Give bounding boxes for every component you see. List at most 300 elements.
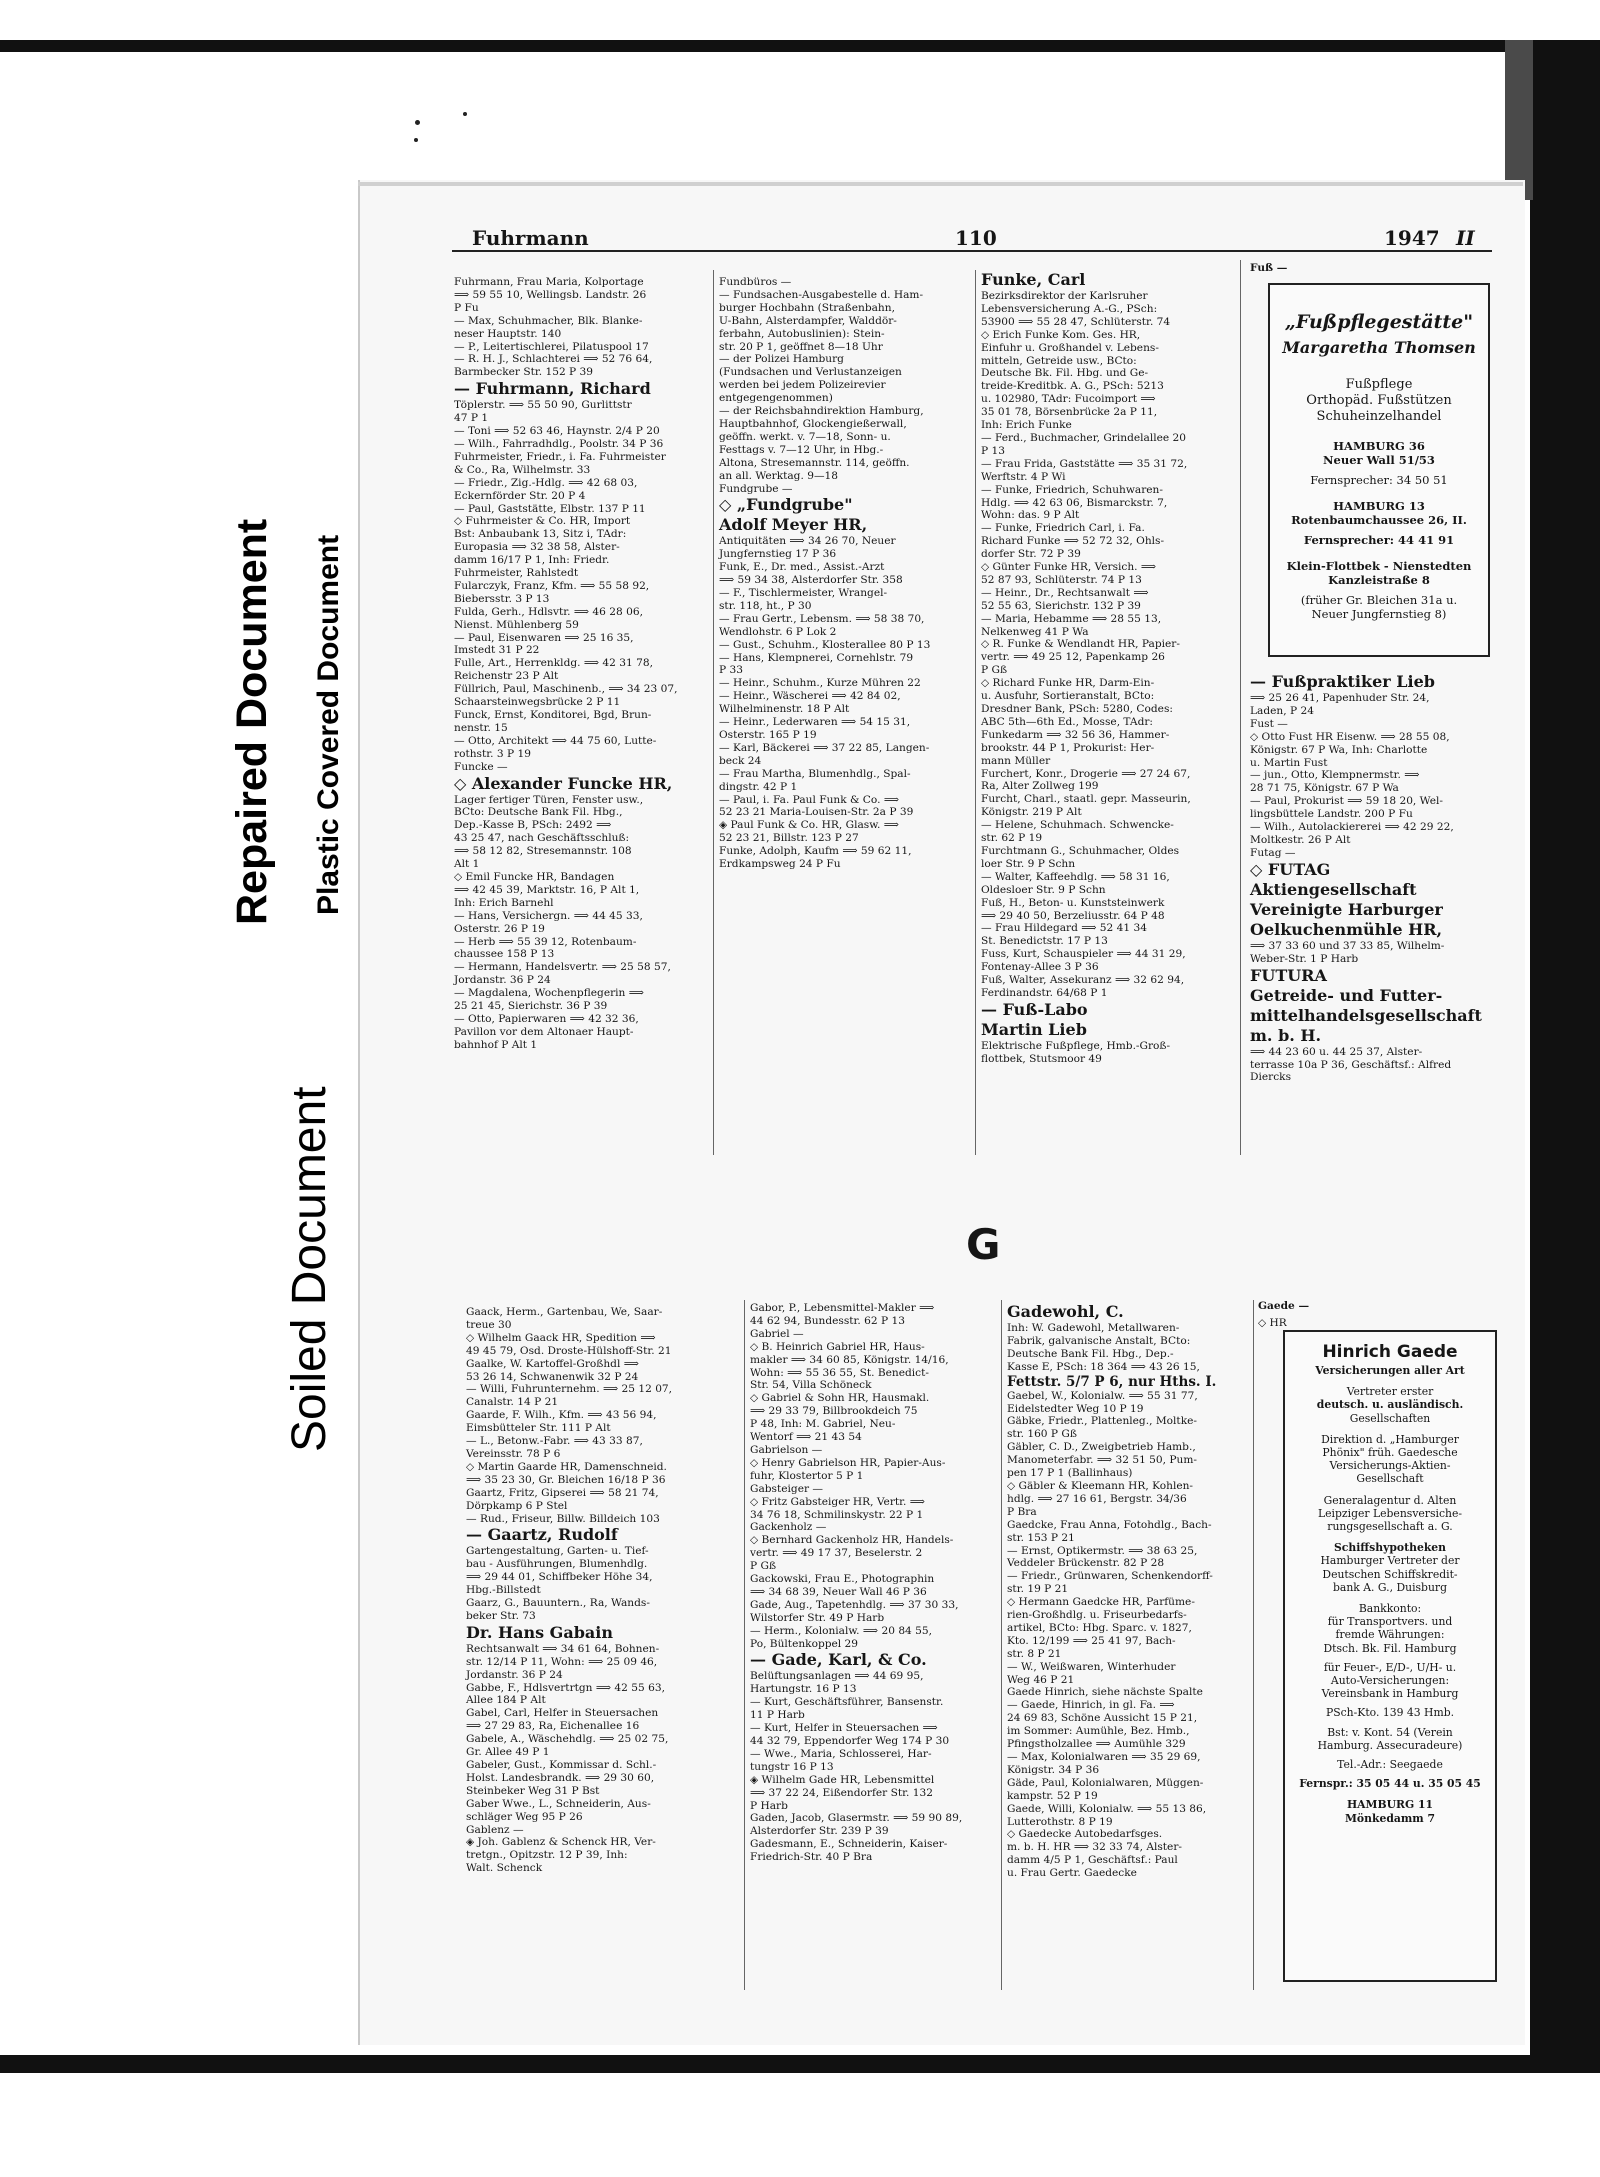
directory-entry-line: mittelhandelsgesellschaft xyxy=(1250,1005,1482,1025)
directory-entry-line: terrasse 10a P 36, Geschäftsf.: Alfred xyxy=(1250,1058,1452,1071)
directory-entry-line: lingsbüttele Landstr. 200 P Fu xyxy=(1250,808,1413,821)
ad-line: Fernspr.: 35 05 44 u. 35 05 45 xyxy=(1299,1777,1481,1791)
ad-title: Hinrich Gaede xyxy=(1322,1342,1458,1362)
directory-entry-line: beker Str. 73 xyxy=(466,1609,536,1622)
directory-entry-line: Rechtsanwalt ⟹ 34 61 64, Bohnen- xyxy=(466,1642,660,1655)
directory-entry-line: ◇ Hermann Gaedcke HR, Parfüme- xyxy=(1007,1596,1195,1609)
directory-entry-line: Fontenay-Allee 3 P 36 xyxy=(981,961,1099,974)
ad-line: Schuheinzelhandel xyxy=(1316,409,1442,424)
directory-entry-line: an all. Werktag. 9—18 xyxy=(719,469,839,482)
directory-entry-line: ◇ Otto Fust HR Eisenw. ⟹ 28 55 08, xyxy=(1250,730,1450,743)
directory-entry-line: ◇ Bernhard Gackenholz HR, Handels- xyxy=(750,1534,954,1547)
directory-entry-line: ⟹ 42 45 39, Marktstr. 16, P Alt 1, xyxy=(454,883,640,896)
directory-entry-line: Deutsche Bk. Fil. Hbg. und Ge- xyxy=(981,367,1149,380)
ad-line: Hamburg. Assecuradeure) xyxy=(1317,1738,1463,1752)
directory-entry-line: — Gust., Schuhm., Klosterallee 80 P 13 xyxy=(719,638,931,651)
directory-entry-line: flottbek, Stutsmoor 49 xyxy=(981,1052,1102,1065)
directory-entry-line: — Karl, Bäckerei ⟹ 37 22 85, Langen- xyxy=(719,741,930,754)
ad-line: Deutschen Schiffskredit- xyxy=(1322,1567,1458,1581)
ad-subtitle: Margaretha Thomsen xyxy=(1282,338,1476,357)
directory-entry-line: Gackenholz — xyxy=(750,1521,827,1534)
directory-entry-line: Gabsteiger — xyxy=(750,1482,823,1495)
directory-entry-line: Hbg.-Billstedt xyxy=(466,1584,541,1597)
ad-line: Tel.-Adr.: Seegaede xyxy=(1337,1758,1443,1772)
directory-entry-line: Lager fertiger Türen, Fenster usw., xyxy=(454,793,644,806)
directory-entry-line: ⟹ 37 22 24, Eißendorfer Str. 132 xyxy=(750,1786,933,1799)
directory-entry-line: ⟹ 29 40 50, Berzeliusstr. 64 P 48 xyxy=(981,909,1165,922)
directory-entry-line: 49 45 79, Osd. Droste-Hülshoff-Str. 21 xyxy=(466,1344,672,1357)
ad-line: HAMBURG 13 xyxy=(1333,499,1425,513)
directory-entry-line: rien-Großhdlg. u. Friseurbedarfs- xyxy=(1007,1609,1187,1622)
directory-entry-line: Oldesloer Str. 9 P Schn xyxy=(981,883,1106,896)
directory-entry-line: ◇ „Fundgrube" xyxy=(719,495,853,515)
directory-entry-line: P 13 xyxy=(981,444,1005,457)
directory-entry-line: ◇ Günter Funke HR, Versich. ⟹ xyxy=(981,561,1157,574)
directory-entry-line: Töplerstr. ⟹ 55 50 90, Gurlittstr xyxy=(454,399,632,412)
directory-entry-line: schläger Weg 95 P 26 xyxy=(466,1810,583,1823)
directory-entry-line: — der Polizei Hamburg xyxy=(719,353,844,366)
ad-line: Rotenbaumchaussee 26, II. xyxy=(1291,513,1467,527)
directory-entry-line: Imstedt 31 P 22 xyxy=(454,644,540,657)
directory-entry-line: — Fundsachen-Ausgabestelle d. Ham- xyxy=(719,288,924,301)
directory-column-3-g xyxy=(1007,1302,1251,1880)
directory-entry-line: — Gaartz, Rudolf xyxy=(466,1525,618,1545)
directory-entry-line: 28 71 75, Königstr. 67 P Wa xyxy=(1250,782,1399,795)
directory-entry-line: Erdkampsweg 24 P Fu xyxy=(719,858,841,871)
directory-entry-line: dingstr. 42 P 1 xyxy=(719,780,798,793)
directory-entry-line: Gäbler, C. D., Zweigbetrieb Hamb., xyxy=(1007,1441,1196,1454)
directory-entry-line: Dresdner Bank, PSch: 5280, Codes: xyxy=(981,703,1173,715)
directory-entry-line: Alt 1 xyxy=(454,858,480,871)
directory-entry-line: Fuhrmann, Frau Maria, Kolportage xyxy=(454,276,644,288)
ad-title: „Fußpflegestätte" xyxy=(1284,311,1474,333)
directory-entry-line: mitteln, Getreide usw., BCto: xyxy=(981,354,1137,367)
directory-entry-line: Fundgrube — xyxy=(719,482,793,495)
directory-entry-line: u. 102980, TAdr: Fucoimport ⟹ xyxy=(981,393,1156,406)
directory-entry-line: Dep.-Kasse B, PSch: 2492 ⟹ xyxy=(454,819,612,832)
ad-line: Kanzleistraße 8 xyxy=(1328,573,1430,587)
column-rule xyxy=(975,270,976,1155)
column-rule xyxy=(1001,1300,1002,1990)
header-year: 1947 xyxy=(1384,226,1440,250)
directory-entry-line: — Paul, Gaststätte, Elbstr. 137 P 11 xyxy=(454,502,646,515)
directory-entry-line: — Frau Hildegard ⟹ 52 41 34 xyxy=(981,922,1147,935)
ad-line: Dtsch. Bk. Fil. Hamburg xyxy=(1323,1641,1457,1655)
directory-entry-line: — Funke, Friedrich Carl, i. Fa. xyxy=(981,522,1145,535)
directory-entry-line: — Funke, Friedrich, Schuhwaren- xyxy=(981,483,1163,496)
directory-entry-line: Vereinigte Harburger xyxy=(1250,899,1443,919)
directory-entry-line: ⟹ 29 33 79, Billbrookdeich 75 xyxy=(750,1405,918,1418)
ad-line: Mönkedamm 7 xyxy=(1344,1811,1436,1825)
ad-line: HAMBURG 36 xyxy=(1333,439,1425,453)
directory-entry-line: loer Str. 9 P Schn xyxy=(981,857,1076,870)
column-rule xyxy=(1253,1300,1254,1990)
directory-entry-line: ◇ Gabriel & Sohn HR, Hausmakl. xyxy=(750,1392,930,1405)
directory-column-1 xyxy=(454,276,709,1052)
directory-entry-line: Gablenz — xyxy=(466,1823,524,1836)
directory-entry-line: Eckernförder Str. 20 P 4 xyxy=(454,489,586,502)
scan-border-right xyxy=(1530,40,1600,2060)
directory-entry-line: hdlg. ⟹ 27 16 61, Bergstr. 34/36 xyxy=(1007,1492,1187,1505)
directory-entry-line: ◇ Alexander Funcke HR, xyxy=(454,773,673,793)
directory-entry-line: werden bei jedem Polizeirevier xyxy=(719,379,886,392)
directory-entry-line: Lutterothstr. 8 P 19 xyxy=(1007,1815,1113,1828)
directory-entry-line: Walt. Schenck xyxy=(466,1862,543,1875)
directory-entry-line: ◈ Wilhelm Gade HR, Lebensmittel xyxy=(750,1773,935,1786)
ad-line: Leipziger Lebensversiche- xyxy=(1318,1506,1462,1520)
directory-entry-line: Martin Lieb xyxy=(981,1019,1087,1039)
directory-entry-line: tungstr 16 P 13 xyxy=(750,1760,834,1773)
directory-entry-line: ◇ Fritz Gabsteiger HR, Vertr. ⟹ xyxy=(750,1495,925,1508)
directory-entry-line: — Wilh., Fahrradhdlg., Poolstr. 34 P 36 xyxy=(454,437,664,450)
ad-line: Schiffshypotheken xyxy=(1333,1541,1447,1555)
ad-line: Orthopäd. Fußstützen xyxy=(1306,393,1452,408)
directory-entry-line: Lebensversicherung A.-G., PSch: xyxy=(981,302,1158,315)
directory-entry-line: pen 17 P 1 (Ballinhaus) xyxy=(1007,1467,1133,1480)
directory-entry-line: ◈ Joh. Gablenz & Schenck HR, Ver- xyxy=(466,1836,656,1849)
directory-entry-line: Füllrich, Paul, Maschinenb., ⟹ 34 23 07, xyxy=(454,683,678,696)
ad-line: Hamburger Vertreter der xyxy=(1320,1554,1460,1568)
directory-entry-line: Funck, Ernst, Konditorei, Bgd, Brun- xyxy=(454,709,652,721)
directory-entry-line: Gade, Aug., Tapetenhdlg. ⟹ 37 30 33, xyxy=(750,1598,959,1611)
directory-entry-line: Antiquitäten ⟹ 34 26 70, Neuer xyxy=(719,535,896,548)
directory-entry-line: 11 P Harb xyxy=(750,1709,805,1722)
directory-entry-line: Fuß, Walter, Assekuranz ⟹ 32 62 94, xyxy=(981,974,1185,987)
column-rule xyxy=(1240,260,1241,1155)
ad-line: Generalagentur d. Alten xyxy=(1323,1493,1457,1507)
directory-entry-line: BCto: Deutsche Bank Fil. Hbg., xyxy=(454,806,623,819)
directory-entry-line: Fulle, Art., Herrenkldg. ⟹ 42 31 78, xyxy=(454,657,653,670)
directory-entry-line: Fundbüros — xyxy=(719,276,792,288)
directory-entry-line: Gadewohl, C. xyxy=(1007,1302,1124,1321)
ad-subtitle: Versicherungen aller Art xyxy=(1315,1364,1465,1377)
column-rule xyxy=(713,270,714,1155)
directory-entry-line: Eimsbütteler Str. 111 P Alt xyxy=(466,1422,611,1435)
directory-entry-line: ⟹ 44 23 60 u. 44 25 37, Alster- xyxy=(1250,1045,1423,1058)
directory-entry-line: P 33 xyxy=(719,664,743,677)
directory-entry-line: Dörpkamp 6 P Stel xyxy=(466,1499,568,1512)
directory-entry-line: Funcke — xyxy=(454,760,508,773)
directory-entry-line: str. 160 P Gß xyxy=(1007,1428,1077,1441)
directory-entry-line: Jordanstr. 36 P 24 xyxy=(466,1668,563,1681)
directory-entry-line: ⟹ 59 55 10, Wellingsb. Landstr. 26 xyxy=(454,288,647,301)
directory-column-2-g xyxy=(750,1302,998,1864)
directory-entry-line: — Friedr., Grünwaren, Schenkendorff- xyxy=(1007,1570,1213,1583)
directory-entry-line: chaussee 158 P 13 xyxy=(454,948,555,961)
directory-entry-line: Wilhelminenstr. 18 P Alt xyxy=(719,703,850,716)
column-rule xyxy=(744,1300,745,1990)
directory-entry-line: Gaedcke, Frau Anna, Fotohdlg., Bach- xyxy=(1007,1518,1212,1531)
directory-entry-line: — Paul, Prokurist ⟹ 59 18 20, Wel- xyxy=(1250,795,1443,808)
dust-speck xyxy=(414,138,418,142)
directory-entry-line: Gadesmann, E., Schneiderin, Kaiser- xyxy=(750,1838,948,1851)
directory-entry-line: — Heinr., Lederwaren ⟹ 54 15 31, xyxy=(719,716,911,729)
directory-entry-line: — Kurt, Geschäftsführer, Bansenstr. xyxy=(750,1696,944,1709)
directory-entry-line: tretgn., Opitzstr. 12 P 39, Inh: xyxy=(466,1849,628,1862)
directory-entry-line: Reichenstr 23 P Alt xyxy=(454,670,559,683)
ad-line: für Feuer-, E/D-, U/H- u. xyxy=(1323,1660,1457,1674)
directory-entry-line: Jungfernstieg 17 P 36 xyxy=(719,548,837,561)
directory-entry-line: Pfingstholzallee ⟹ Aumühle 329 xyxy=(1007,1738,1186,1751)
directory-entry-line: treue 30 xyxy=(466,1318,512,1331)
directory-entry-line: Eidelstedter Weg 10 P 19 xyxy=(1007,1402,1144,1415)
directory-entry-line: Barmbecker Str. 152 P 39 xyxy=(454,366,594,379)
ad-line: (früher Gr. Bleichen 31a u. xyxy=(1300,593,1458,607)
header-rule xyxy=(452,250,1492,252)
dust-speck xyxy=(463,112,467,116)
directory-entry-line: Königstr. 67 P Wa, Inh: Charlotte xyxy=(1250,743,1428,756)
directory-entry-line: Futag — xyxy=(1250,846,1296,859)
directory-entry-line: Furcht, Charl., staatl. gepr. Masseurin, xyxy=(981,793,1191,806)
directory-entry-line: vertr. ⟹ 49 25 12, Papenkamp 26 xyxy=(981,651,1165,664)
ad-line: Bst: v. Kont. 54 (Verein xyxy=(1327,1725,1453,1739)
directory-column-3 xyxy=(981,270,1236,1066)
directory-entry-line: — Gade, Karl, & Co. xyxy=(750,1650,927,1670)
directory-entry-line: Bezirksdirektor der Karlsruher xyxy=(981,290,1148,302)
label-plastic-covered-document: Plastic Covered Document xyxy=(312,534,345,915)
ad-line: Gesellschaften xyxy=(1349,1411,1431,1425)
directory-entry-line: ◇ Erich Funke Kom. Ges. HR, xyxy=(981,328,1141,341)
directory-entry-line: Schaarsteinwegsbrücke 2 P 11 xyxy=(454,696,621,709)
directory-entry-line: Laden, P 24 xyxy=(1250,704,1314,717)
directory-entry-line: str. 118, ht., P 30 xyxy=(719,599,812,612)
directory-entry-line: Nienst. Mühlenberg 59 xyxy=(454,618,579,631)
directory-entry-line: — Max, Kolonialwaren ⟹ 35 29 69, xyxy=(1007,1751,1201,1763)
ad-fusspflegestaette-thomsen xyxy=(1268,283,1490,657)
ad-line: für Transportvers. und xyxy=(1327,1615,1453,1629)
directory-entry-line: Altona, Stresemannstr. 114, geöffn. xyxy=(719,456,910,469)
directory-entry-line: — Frau Martha, Blumenhdlg., Spal- xyxy=(719,767,911,780)
directory-entry-line: Fuhrmeister, Friedr., i. Fa. Fuhrmeister xyxy=(454,450,666,463)
directory-entry-line: 34 76 18, Schmilinskystr. 22 P 1 xyxy=(750,1508,924,1521)
directory-entry-line: m. b. H. HR ⟹ 32 33 74, Alster- xyxy=(1007,1841,1182,1854)
directory-entry-line: Fabrik, galvanische Anstalt, BCto: xyxy=(1007,1334,1191,1347)
ad-line: Klein-Flottbek - Nienstedten xyxy=(1286,559,1472,573)
directory-entry-line: Gaden, Jacob, Glasermstr. ⟹ 59 90 89, xyxy=(750,1812,963,1825)
directory-entry-line: P Bra xyxy=(1007,1505,1037,1518)
directory-entry-line: Funkedarm ⟹ 32 56 36, Hammer- xyxy=(981,728,1170,741)
directory-entry-line: ◇ B. Heinrich Gabriel HR, Haus- xyxy=(750,1340,925,1353)
directory-entry-line: Deutsche Bank Fil. Hbg., Dep.- xyxy=(1007,1347,1174,1360)
directory-entry-line: str. 19 P 21 xyxy=(1007,1583,1069,1596)
directory-entry-line: 52 23 21, Billstr. 123 P 27 xyxy=(719,832,859,845)
directory-entry-line: — Herb ⟹ 55 39 12, Rotenbaum- xyxy=(454,935,637,948)
directory-entry-line: 25 21 45, Sierichstr. 36 P 39 xyxy=(454,1000,608,1013)
directory-entry-line: Furchert, Konr., Drogerie ⟹ 27 24 67, xyxy=(981,767,1191,780)
directory-entry-line: makler ⟹ 34 60 85, Königstr. 14/16, xyxy=(750,1353,949,1366)
directory-entry-line: — P., Leitertischlerei, Pilatuspool 17 xyxy=(454,340,649,353)
directory-entry-line: Inh: Erich Funke xyxy=(981,419,1072,432)
directory-entry-line: ABC 5th—6th Ed., Mosse, TAdr: xyxy=(981,715,1153,728)
directory-entry-line: Gaebel, W., Kolonialw. ⟹ 55 31 77, xyxy=(1007,1389,1198,1402)
directory-entry-line: — Rud., Friseur, Billw. Billdeich 103 xyxy=(466,1512,660,1525)
directory-entry-line: Fuß, H., Beton- u. Kunststeinwerk xyxy=(981,896,1165,909)
directory-column-4 xyxy=(1250,672,1495,1084)
ad-line: Phönix" früh. Gaedesche xyxy=(1322,1446,1458,1460)
directory-entry-line: Fuss, Kurt, Schauspieler ⟹ 44 31 29, xyxy=(981,948,1186,961)
directory-entry-line: Friedrich-Str. 40 P Bra xyxy=(750,1851,873,1864)
directory-entry-line: burger Hochbahn (Straßenbahn, xyxy=(719,301,895,314)
dust-speck xyxy=(415,120,420,125)
directory-entry-line: ◇ Wilhelm Gaack HR, Spedition ⟹ xyxy=(466,1331,656,1344)
directory-entry-line: Diercks xyxy=(1250,1071,1292,1084)
directory-entry-line: ◇ Emil Funcke HR, Bandagen xyxy=(454,870,615,883)
directory-entry-line: 43 25 47, nach Geschäftsschluß: xyxy=(454,832,630,845)
ad-line: deutsch. u. ausländisch. xyxy=(1316,1398,1464,1412)
directory-entry-line: — Helene, Schuhmach. Schwencke- xyxy=(981,819,1174,832)
ad-hinrich-gaede xyxy=(1283,1330,1497,1982)
directory-entry-line: Nelkenweg 41 P Wa xyxy=(981,625,1089,638)
directory-entry-line: ⟹ 25 26 41, Papenhuder Str. 24, xyxy=(1250,692,1430,704)
directory-entry-line: Kto. 12/199 ⟹ 25 41 97, Bach- xyxy=(1007,1634,1176,1647)
directory-column-1-g xyxy=(466,1306,740,1875)
directory-entry-line: — Wilh., Autolackiererei ⟹ 42 29 22, xyxy=(1250,821,1454,834)
ad-line: PSch-Kto. 139 43 Hmb. xyxy=(1325,1706,1455,1720)
directory-entry-line: — Otto, Architekt ⟹ 44 75 60, Lutte- xyxy=(454,734,657,747)
ad-line: HAMBURG 11 xyxy=(1346,1798,1434,1812)
directory-entry-line: — Kurt, Helfer in Steuersachen ⟹ xyxy=(750,1722,938,1735)
ad-line: Vereinsbank in Hamburg xyxy=(1321,1687,1459,1701)
scan-border-bottom xyxy=(0,2055,1600,2073)
directory-entry-line: Wentorf ⟹ 21 43 54 xyxy=(750,1431,862,1444)
directory-entry-line: Gaalke, W. Kartoffel-Großhdl ⟹ xyxy=(466,1357,639,1370)
section-letter-g: G xyxy=(966,1220,1001,1269)
directory-entry-line: Dr. Hans Gabain xyxy=(466,1622,613,1642)
directory-entry-line: — Ernst, Optikermstr. ⟹ 38 63 25, xyxy=(1007,1544,1198,1557)
directory-entry-line: Manometerfabr. ⟹ 32 51 50, Pum- xyxy=(1007,1454,1197,1467)
directory-entry-line: — Walter, Kaffeehdlg. ⟹ 58 31 16, xyxy=(981,870,1170,883)
ad-line: Neuer Jungfernstieg 8) xyxy=(1311,607,1447,621)
directory-entry-line: Funke, Adolph, Kaufm ⟹ 59 62 11, xyxy=(719,845,912,858)
directory-entry-line: Festtags v. 7—12 Uhr, in Hbg.- xyxy=(719,443,884,456)
directory-entry-line: Gartengestaltung, Garten- u. Tief- xyxy=(466,1545,649,1558)
directory-entry-line: 53 26 14, Schwanenwik 32 P 24 xyxy=(466,1370,639,1383)
directory-entry-line: 44 62 94, Bundesstr. 62 P 13 xyxy=(750,1314,905,1327)
directory-entry-line: Pavillon vor dem Altonaer Haupt- xyxy=(454,1025,634,1038)
directory-entry-line: Wohn: das. 9 P Alt xyxy=(981,509,1080,522)
directory-entry-line: — Otto, Papierwaren ⟹ 42 32 36, xyxy=(454,1012,639,1025)
directory-entry-line: Gaack, Herm., Gartenbau, We, Saar- xyxy=(466,1306,663,1318)
directory-entry-line: str. 62 P 19 xyxy=(981,832,1043,845)
directory-column-4-g-head xyxy=(1258,1300,1498,1330)
section-head-fuss: Fuß — xyxy=(1250,262,1288,274)
directory-entry-line: Hauptbahnhof, Glockengießerwall, xyxy=(719,417,907,430)
directory-entry-line: ◇ Gaedecke Autobedarfsges. xyxy=(1007,1828,1163,1841)
directory-entry-line: P 48, Inh: M. Gabriel, Neu- xyxy=(750,1418,896,1431)
directory-entry-line: — Hans, Versichergn. ⟹ 44 45 33, xyxy=(454,909,643,922)
ad-line: Neuer Wall 51/53 xyxy=(1323,453,1435,467)
directory-entry-line: Po, Bültenkoppel 29 xyxy=(750,1637,859,1650)
ad-line: Vertreter erster xyxy=(1346,1385,1434,1399)
directory-entry-line: Adolf Meyer HR, xyxy=(719,515,868,535)
directory-entry-line: nenstr. 15 xyxy=(454,721,508,734)
directory-entry-line: Wilstorfer Str. 49 P Harb xyxy=(750,1611,885,1624)
directory-entry-line: Funke, Carl xyxy=(981,270,1086,289)
ad-line: Fernsprecher: 44 41 91 xyxy=(1303,533,1455,547)
scan-border-top xyxy=(0,40,1600,52)
directory-entry-line: Hartungstr. 16 P 13 xyxy=(750,1683,857,1696)
directory-entry-line: ferbahn, Autobuslinien): Stein- xyxy=(719,327,885,340)
directory-entry-line: Jordanstr. 36 P 24 xyxy=(454,974,551,987)
directory-entry-line: ◇ R. Funke & Wendlandt HR, Papier- xyxy=(981,638,1180,651)
directory-entry-line: — W., Weißwaren, Winterhuder xyxy=(1007,1660,1176,1673)
directory-entry-line: Wohn: ⟹ 55 36 55, St. Benedict- xyxy=(750,1366,929,1379)
directory-entry-line: — Fuß-Labo xyxy=(981,999,1088,1019)
directory-entry-line: m. b. H. xyxy=(1250,1025,1322,1045)
directory-entry-line: Gaartz, Fritz, Gipserei ⟹ 58 21 74, xyxy=(466,1486,659,1499)
directory-entry-line: 24 69 83, Schöne Aussicht 15 P 21, xyxy=(1007,1712,1198,1725)
directory-entry-line: Königstr. 34 P 36 xyxy=(1007,1763,1100,1776)
directory-column-2 xyxy=(719,276,971,871)
directory-entry-line: (Fundsachen und Verlustanzeigen xyxy=(719,366,902,379)
directory-entry-line: — Fuhrmann, Richard xyxy=(454,379,651,399)
directory-entry-line: rothstr. 3 P 19 xyxy=(454,747,531,760)
directory-entry-line: Europasia ⟹ 32 38 58, Alster- xyxy=(454,541,620,554)
directory-entry-line: Weber-Str. 1 P Harb xyxy=(1250,952,1359,965)
page-top-edge xyxy=(358,182,1523,186)
directory-entry-line: Gabel, Carl, Helfer in Steuersachen xyxy=(466,1707,659,1720)
directory-column-4-head xyxy=(1250,262,1490,275)
ad-line: Auto-Versicherungen: xyxy=(1330,1674,1450,1688)
ad-line: Gesellschaft xyxy=(1356,1472,1424,1486)
directory-entry-line: — L., Betonw.-Fabr. ⟹ 43 33 87, xyxy=(466,1435,643,1448)
directory-entry-line: P Fu xyxy=(454,301,479,314)
ad-line: rungsgesellschaft a. G. xyxy=(1327,1520,1453,1534)
directory-entry-line: Str. 54, Villa Schöneck xyxy=(750,1379,872,1392)
directory-entry-line: artikel, BCto: Hbg. Sparc. v. 1827, xyxy=(1007,1621,1192,1634)
directory-entry-line: — Wwe., Maria, Schlosserei, Har- xyxy=(750,1747,932,1760)
directory-entry-line: Inh: Erich Barnehl xyxy=(454,896,554,909)
directory-entry-line: geöffn. werkt. v. 7—18, Sonn- u. xyxy=(719,430,891,443)
directory-entry-line: Biebersstr. 3 P 13 xyxy=(454,592,550,605)
directory-entry-line: Fuhrmeister, Rahlstedt xyxy=(454,567,579,580)
directory-entry-line: damm 4/5 P 1, Geschäftsf.: Paul xyxy=(1007,1854,1178,1867)
ad-line: Direktion d. „Hamburger xyxy=(1321,1432,1459,1446)
directory-entry-line: dorfer Str. 72 P 39 xyxy=(981,548,1081,561)
directory-entry-line: Belüftungsanlagen ⟹ 44 69 95, xyxy=(750,1670,924,1683)
directory-entry-line: P Gß xyxy=(750,1560,777,1573)
directory-entry-line: Werftstr. 4 P Wi xyxy=(981,470,1066,483)
directory-entry-line: ◇ Fuhrmeister & Co. HR, Import xyxy=(454,515,631,528)
directory-entry-line: Gaber Wwe., L., Schneiderin, Aus- xyxy=(466,1797,651,1810)
directory-entry-line: — Toni ⟹ 52 63 46, Haynstr. 2/4 P 20 xyxy=(454,425,660,438)
directory-entry-line: Canalstr. 14 P 21 xyxy=(466,1396,559,1409)
directory-entry-line: — Maria, Hebamme ⟹ 28 55 13, xyxy=(981,612,1162,625)
directory-entry-line: str. 12/14 P 11, Wohn: ⟹ 25 09 46, xyxy=(466,1655,658,1668)
directory-entry-line: — Frau Gertr., Lebensm. ⟹ 58 38 70, xyxy=(719,612,925,625)
directory-entry-line: Inh: W. Gadewohl, Metallwaren- xyxy=(1007,1322,1180,1334)
ad-line: Fernsprecher: 34 50 51 xyxy=(1310,473,1448,487)
directory-entry-line: 52 23 21 Maria-Louisen-Str. 2a P 39 xyxy=(719,806,914,819)
label-repaired-document: Repaired Document xyxy=(228,518,276,925)
directory-entry-line: entgegengenommen) xyxy=(719,392,833,405)
directory-entry-line: P Harb xyxy=(750,1799,788,1812)
directory-entry-line: FUTURA xyxy=(1250,965,1327,985)
directory-entry-line: — Heinr., Schuhm., Kurze Mühren 22 xyxy=(719,677,921,690)
directory-entry-line: — Hans, Klempnerei, Cornehlstr. 79 xyxy=(719,651,914,664)
directory-entry-line: — Paul, Eisenwaren ⟹ 25 16 35, xyxy=(454,631,634,644)
directory-entry-line: bahnhof P Alt 1 xyxy=(454,1038,538,1051)
directory-entry-line: — F., Tischlermeister, Wrangel- xyxy=(719,587,888,600)
directory-entry-line: & Co., Ra, Wilhelmstr. 33 xyxy=(454,463,591,476)
directory-entry-line: Gabrielson — xyxy=(750,1443,823,1456)
directory-entry-line: Richard Funke ⟹ 52 72 32, Ohls- xyxy=(981,535,1165,548)
directory-entry-line: brookstr. 44 P 1, Prokurist: Her- xyxy=(981,741,1155,754)
directory-entry-line: Moltkestr. 26 P Alt xyxy=(1250,833,1351,846)
directory-entry-line: Vereinsstr. 78 P 6 xyxy=(466,1447,561,1460)
directory-entry-line: — jun., Otto, Klempnermstr. ⟹ xyxy=(1250,769,1420,782)
ad-line: fremde Währungen: xyxy=(1335,1628,1445,1642)
